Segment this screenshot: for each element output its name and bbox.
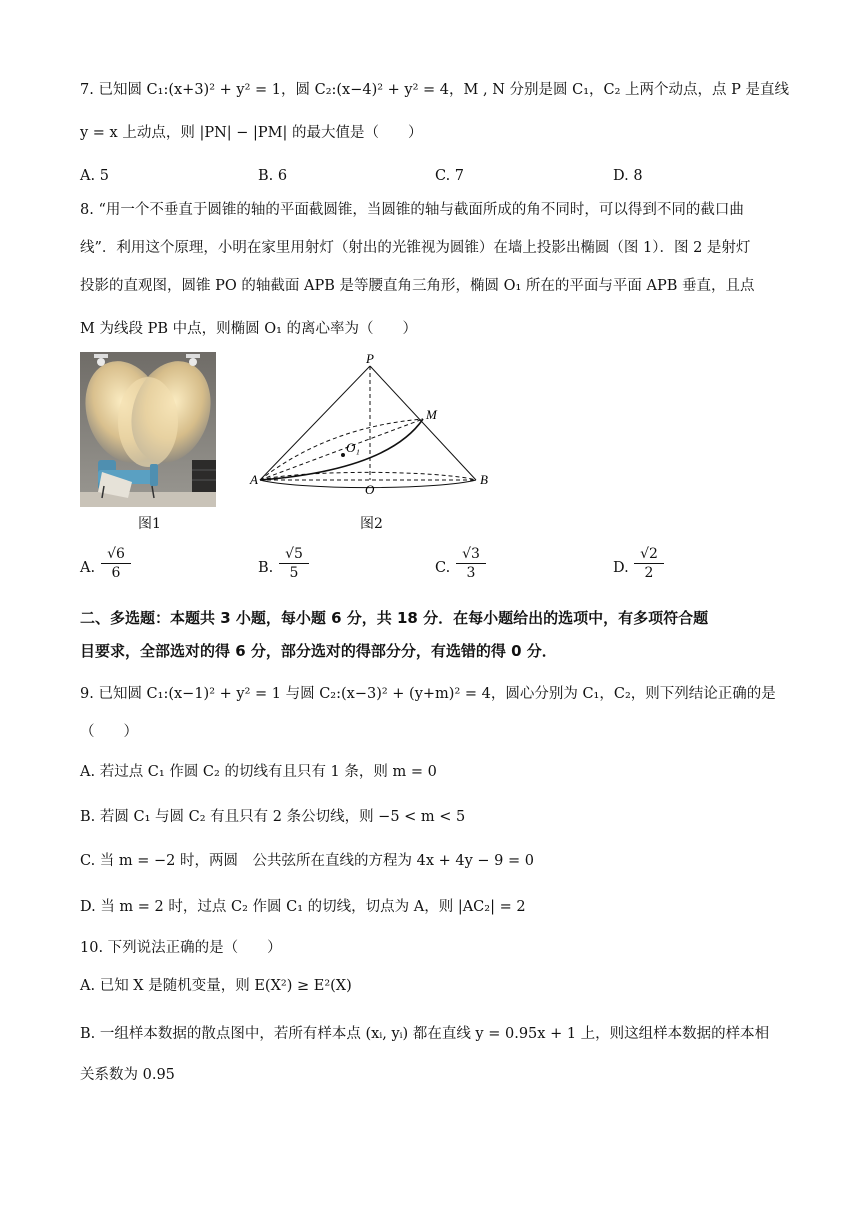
section-2-heading-line2: 目要求，全部选对的得 6 分，部分选对的得部分分，有选错的得 0 分． [80, 642, 557, 660]
label-o: O [365, 482, 375, 497]
q10-option-b-line2: 关系数为 0.95 [80, 1067, 175, 1083]
figure-1-photo [80, 352, 216, 507]
figure-2-diagram [248, 352, 508, 501]
q7-stem-line1: 7. 已知圆 C₁:(x+3)² + y² = 1，圆 C₂:(x−4)² + y² = 4，M , N 分别是圆 C₁，C₂ 上两个动点，点 P 是直线 [80, 82, 790, 98]
q7-option-b: B. 6 [258, 168, 288, 184]
q9-option-d: D. 当 m = 2 时，过点 C₂ 作圆 C₁ 的切线，切点为 A，则 |AC₂| = 2 [80, 899, 526, 915]
q8-option-b-fraction [279, 546, 309, 581]
label-a: A [250, 472, 258, 487]
q10-option-b-line1: B. 一组样本数据的散点图中，若所有样本点 (xᵢ, yᵢ) 都在直线 y = 0.95x + 1 上，则这组样本数据的样本相 [80, 1026, 770, 1042]
segment-pb [370, 366, 476, 480]
q9-option-a: A. 若过点 C₁ 作圆 C₂ 的切线有且只有 1 条，则 m = 0 [80, 764, 437, 780]
q8-option-b-letter: B. [258, 560, 274, 576]
q8-option-b-numerator: √5 [279, 546, 309, 564]
q8-option-a-numerator: √6 [101, 546, 131, 564]
q8-option-d-numerator: √2 [634, 546, 664, 564]
q9-stem-line1: 9. 已知圆 C₁:(x−1)² + y² = 1 与圆 C₂:(x−3)² + (y+m)² = 4，圆心分别为 C₁，C₂，则下列结论正确的是 [80, 686, 776, 702]
q7-option-c: C. 7 [435, 168, 465, 184]
figure-2-caption: 图2 [360, 516, 383, 532]
q8-stem-line2: 线”．利用这个原理，小明在家里用射灯（射出的光锥视为圆锥）在墙上投影出椭圆（图 1）．图 2 是射灯 [80, 240, 751, 256]
q8-option-d-denominator: 2 [644, 565, 654, 581]
q9-stem-line2: （ ） [80, 724, 138, 740]
label-b: B [480, 472, 488, 487]
q8-stem-line1: 8. “用一个不垂直于圆锥的轴的平面截圆锥，当圆锥的轴与截面所成的角不同时，可以得到不同的截口曲 [80, 202, 744, 218]
q8-option-c-numerator: √3 [456, 546, 486, 564]
label-o1: O₁ [346, 440, 360, 455]
q8-option-a-denominator: 6 [111, 565, 121, 581]
q8-stem-line4: M 为线段 PB 中点，则椭圆 O₁ 的离心率为（ ） [80, 321, 418, 337]
q9-option-b: B. 若圆 C₁ 与圆 C₂ 有且只有 2 条公切线，则 −5 < m < 5 [80, 809, 466, 825]
q7-stem-line2: y = x 上动点，则 |PN| − |PM| 的最大值是（ ） [80, 125, 423, 141]
segment-am [260, 419, 423, 480]
q8-option-a-fraction [101, 546, 131, 581]
spotlight-room-image [80, 352, 216, 507]
q8-option-d-fraction [634, 546, 664, 581]
q8-option-c-denominator: 3 [466, 565, 476, 581]
q8-option-c-fraction [456, 546, 486, 581]
q8-option-b-denominator: 5 [289, 565, 299, 581]
q7-option-a: A. 5 [80, 168, 109, 184]
label-m: M [426, 407, 437, 422]
figure-1-caption: 图1 [138, 516, 161, 532]
q8-option-a-letter: A. [80, 560, 96, 576]
q10-stem: 10. 下列说法正确的是（ ） [80, 940, 282, 956]
q9-option-c: C. 当 m = −2 时，两圆 公共弦所在直线的方程为 4x + 4y − 9 = 0 [80, 853, 534, 869]
cone-diagram [248, 352, 508, 497]
q8-stem-line3: 投影的直观图，圆锥 PO 的轴截面 APB 是等腰直角三角形，椭圆 O₁ 所在的平面与平面 APB 垂直，且点 [80, 278, 755, 294]
q7-option-d: D. 8 [613, 168, 643, 184]
q10-option-a: A. 已知 X 是随机变量，则 E(X²) ≥ E²(X) [80, 978, 352, 994]
label-p: P [366, 352, 374, 366]
point-o1 [341, 453, 345, 457]
q8-option-d-letter: D. [613, 560, 629, 576]
section-2-heading-line1: 二、多选题：本题共 3 小题，每小题 6 分，共 18 分．在每小题给出的选项中，有多项符合题 [80, 609, 709, 627]
q8-option-c-letter: C. [435, 560, 451, 576]
